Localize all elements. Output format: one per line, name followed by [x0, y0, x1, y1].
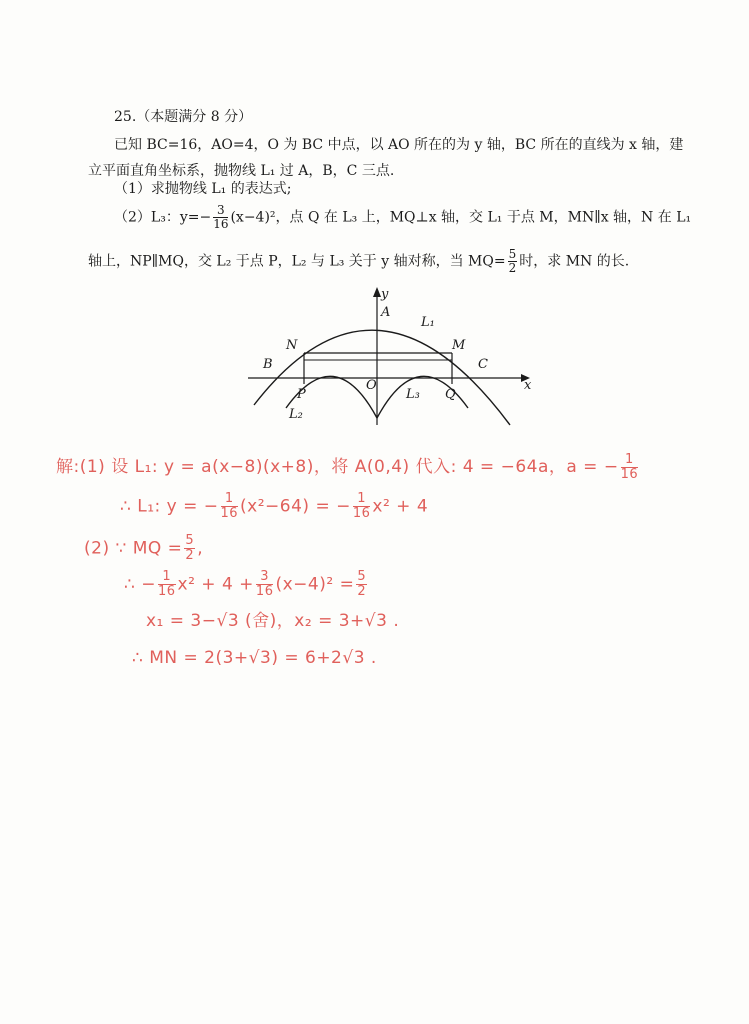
solution-line-6: ∴ MN = 2(3+√3) = 6+2√3 . [132, 648, 377, 668]
fraction-denominator: 16 [620, 466, 639, 482]
label-l2: L₂ [289, 407, 303, 422]
label-l3: L₃ [406, 387, 420, 402]
label-p: P [297, 387, 306, 402]
fraction-numerator: 1 [158, 570, 176, 585]
fraction-denominator: 2 [185, 548, 195, 563]
fraction-denominator: 16 [352, 506, 371, 521]
part2-text-d: 时，求 MN 的长. [519, 253, 630, 270]
solution-text: (2) ∵ MQ = [84, 538, 183, 559]
solution-text: 解:(1) 设 L₁: y = a(x−8)(x+8)，将 A(0,4) 代入: 4 = −64a，a = − [56, 457, 619, 477]
fraction-numerator: 1 [353, 492, 371, 507]
solution-text: ∴ L₁: y = − [120, 496, 219, 517]
fraction-numerator: 5 [185, 533, 195, 548]
given-line-1: 已知 BC=16，AO=4，O 为 BC 中点，以 AO 所在的为 y 轴，BC 所在的直线为 x 轴，建 [114, 137, 684, 153]
solution-text: x² + 4 [372, 496, 429, 517]
solution-line-5: x₁ = 3−√3 (舍)，x₂ = 3+√3 . [146, 611, 400, 631]
given-line-2: 立平面直角坐标系，抛物线 L₁ 过 A，B，C 三点. [88, 163, 395, 179]
solution-fraction [221, 492, 239, 521]
solution-text: , [197, 538, 204, 559]
fraction-numerator: 5 [357, 569, 367, 584]
label-b: B [263, 357, 273, 372]
solution-text: (x²−64) = − [240, 496, 351, 517]
label-o: O [366, 378, 377, 393]
label-c: C [478, 357, 488, 372]
part2-text-c: 轴上，NP∥MQ，交 L₂ 于点 P，L₂ 与 L₃ 关于 y 轴对称，当 MQ= [88, 253, 506, 270]
fraction-denominator: 2 [357, 584, 367, 599]
solution-line-2 [120, 492, 428, 521]
fraction-numerator: 3 [256, 570, 274, 585]
part1-question: （1）求抛物线 L₁ 的表达式; [114, 181, 292, 197]
label-x: x [524, 378, 532, 393]
fraction-denominator: 16 [255, 584, 274, 599]
fraction-numerator: 5 [508, 247, 517, 261]
solution-fraction [158, 570, 176, 599]
solution-text: ∴ − [124, 574, 156, 595]
label-m: M [452, 338, 466, 353]
solution-line-3 [84, 534, 203, 563]
solution-line-1 [56, 452, 640, 482]
solution-fraction [621, 453, 639, 482]
solution-fraction [256, 570, 274, 599]
solution-line-4 [124, 570, 369, 599]
fraction-denominator: 16 [157, 584, 176, 599]
label-a: A [381, 305, 391, 320]
problem-header: 25.（本题满分 8 分） [114, 109, 253, 125]
label-q: Q [445, 387, 456, 402]
y-axis-arrow [373, 287, 381, 297]
fraction-denominator: 2 [508, 261, 517, 275]
fraction-numerator: 1 [221, 492, 239, 507]
solution-text: (x−4)² = [275, 574, 355, 595]
label-n: N [286, 338, 298, 353]
solution-fraction [353, 492, 371, 521]
fraction-numerator: 1 [621, 453, 639, 468]
fraction-denominator: 16 [213, 217, 229, 231]
fraction-numerator: 3 [213, 204, 228, 218]
part2-text-a: （2）L₃：y=− [114, 209, 212, 226]
label-l1: L₁ [421, 315, 435, 330]
solution-fraction [356, 570, 367, 599]
fraction-denominator: 16 [220, 506, 239, 521]
solution-fraction [184, 534, 195, 563]
part2-text-b: (x−4)²，点 Q 在 L₃ 上，MQ⊥x 轴，交 L₁ 于点 M，MN∥x 轴，N 在 L₁ [230, 209, 692, 226]
solution-text: x² + 4 + [177, 574, 254, 595]
label-y: y [381, 287, 389, 302]
